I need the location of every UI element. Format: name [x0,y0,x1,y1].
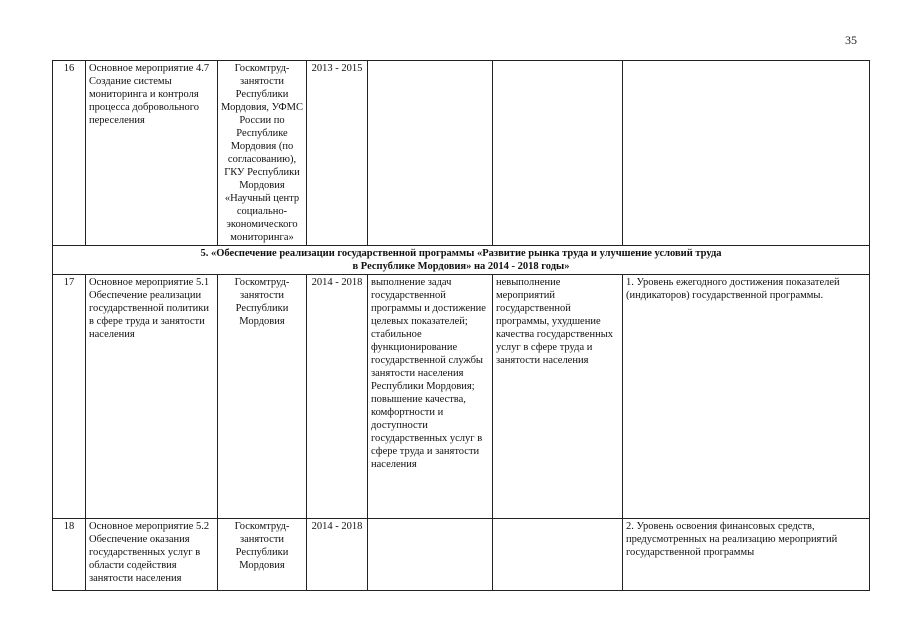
section-heading-line2: в Республике Мордовия» на 2014 - 2018 годы» [352,261,570,272]
years-cell: 2014 - 2018 [307,275,368,519]
program-table [52,60,870,591]
section-heading [53,246,870,275]
section-row [53,246,870,275]
indicators-cell [623,61,870,246]
years-cell: 2014 - 2018 [307,519,368,591]
measure-cell: Основное мероприятие 4.7 Создание системы мониторинга и контроля процесса добровольного переселения [86,61,218,246]
measure-cell: Основное мероприятие 5.1 Обеспечение реализации государственной политики в сфере труда и занятости населения [86,275,218,519]
table-row [53,519,870,591]
indicators-cell: 1. Уровень ежегодного достижения показателей (индикаторов) государственной программы. [623,275,870,519]
measure-cell: Основное мероприятие 5.2 Обеспечение оказания государственных услуг в области содействия занятости населения [86,519,218,591]
row-number: 18 [53,519,86,591]
page-number: 35 [845,33,857,47]
section-heading-line1: 5. «Обеспечение реализации государственной программы «Развитие рынка труда и улучшение условий труда [200,248,722,259]
consequences-cell: невыполнение мероприятий государственной программы, ухудшение качества государственных услуг в сфере труда и занятости населения [493,275,623,519]
executor-cell: Госкомтруд-занятости Республики Мордовия [218,519,307,591]
executor-cell: Госкомтруд-занятости Республики Мордовия, УФМС России по Республике Мордовия (по согласованию), ГКУ Республики Мордовия «Научный центр социально-экономического мониторинга» [218,61,307,246]
consequences-cell [493,519,623,591]
executor-cell: Госкомтруд-занятости Республики Мордовия [218,275,307,519]
row-number: 17 [53,275,86,519]
years-cell: 2013 - 2015 [307,61,368,246]
table-row [53,61,870,246]
result-cell [368,519,493,591]
result-cell: выполнение задач государственной программы и достижение целевых показателей; стабильное функционирование государственной службы занятости населения Республики Мордовия; повышение качества, комфортности и доступности государственных услуг в сфере труда и занятости населения [368,275,493,519]
table-row [53,275,870,519]
indicators-cell: 2. Уровень освоения финансовых средств, предусмотренных на реализацию мероприятий государственной программы [623,519,870,591]
row-number: 16 [53,61,86,246]
consequences-cell [493,61,623,246]
result-cell [368,61,493,246]
